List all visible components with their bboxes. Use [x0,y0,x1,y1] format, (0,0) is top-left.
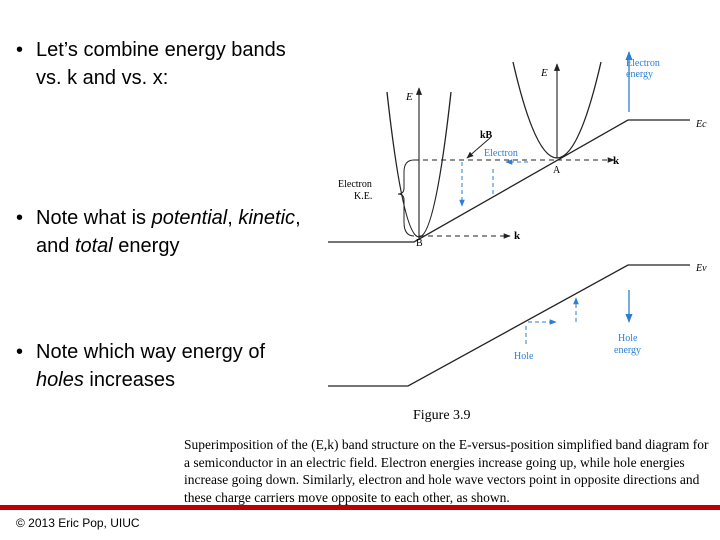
label-electron: Electron [484,148,518,159]
bullet-text: , and [36,207,301,257]
label-point-b: B [416,238,423,249]
bullet-dot: • [16,207,24,229]
bullet-text: increases [83,369,175,391]
bullet-dot: • [16,341,24,363]
caption-text: Superimposition of the (E,k) band structure on the E-versus-position simplified band diagram for a semiconductor in an electric field. Electron energies increase going up, while hole energies increase going down. Similarly, electron and hole wave vectors point in opposite directions and these charge carriers move opposite to each other, as shown. [184,437,709,505]
label-electron-energy-line2: energy [626,69,654,80]
figure-title: Figure 3.9 [413,408,471,423]
bullet-text: Note what is [36,207,152,229]
label-hole-energy-line1: Hole [618,333,638,344]
label-point-a: A [553,165,561,176]
valence-band-edge [328,265,690,386]
label-hole: Hole [514,351,534,362]
emphasis-potential: potential [151,207,228,229]
label-kb: kB [480,130,493,141]
ke-brace [398,160,414,236]
label-k-left: k [514,230,521,242]
label-ev: Ev [696,263,707,274]
label-k-right: k [613,155,620,167]
emphasis-holes: holes [36,369,84,391]
label-e-right: E [541,67,548,79]
figure-caption [184,436,714,506]
label-electron-energy-line1: Electron [626,58,660,69]
emphasis-kinetic: kinetic [238,207,296,229]
label-ec: Ec [696,119,707,130]
bullet-text: , [227,207,239,229]
bullet-dot: • [16,39,24,61]
bullet-text: Note which way energy of [36,341,266,363]
footer-copyright: © 2013 Eric Pop, UIUC [16,516,140,530]
emphasis-total: total [74,235,113,257]
bullet-text: Let’s combine energy bands vs. k and vs. x: [36,39,286,89]
label-electron-ke-line2: K.E. [354,191,373,202]
conduction-band-edge [328,120,690,242]
label-hole-energy-line2: energy [614,345,642,356]
label-electron-ke-line1: Electron [338,179,372,190]
bullet-text: energy [112,235,180,257]
label-e-left: E [406,91,413,103]
